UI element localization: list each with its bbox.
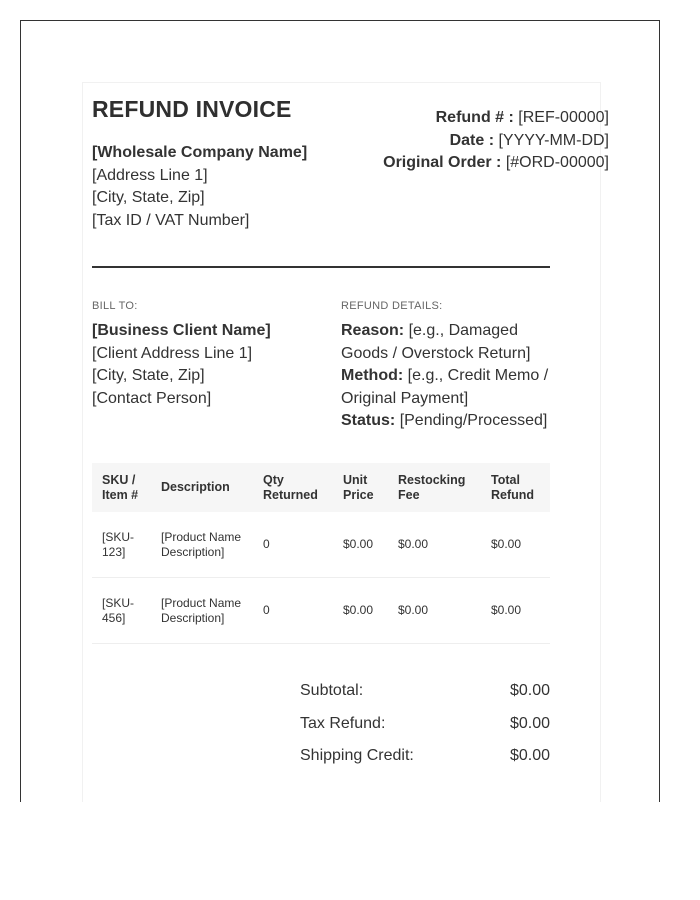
refund-reason xyxy=(341,320,556,365)
table-row xyxy=(92,512,550,578)
cell-qty: 0 xyxy=(253,512,333,578)
invoice-title: REFUND INVOICE xyxy=(92,96,292,122)
bill-to-label: BILL TO: xyxy=(92,300,138,312)
original-order xyxy=(383,152,609,175)
cell-unit-price: $0.00 xyxy=(333,578,388,644)
header-qty-returned: Qty Returned xyxy=(253,463,333,512)
refund-number xyxy=(383,107,609,130)
shipping-credit-row xyxy=(300,745,550,778)
shipping-credit-value: $0.00 xyxy=(509,747,550,764)
subtotal-row xyxy=(300,680,550,713)
original-order-label: Original Order : xyxy=(383,154,502,171)
invoice-date xyxy=(383,130,609,153)
cell-sku: [SKU-456] xyxy=(92,578,151,644)
tax-refund-label: Tax Refund: xyxy=(300,714,386,732)
bill-to-block xyxy=(92,320,271,410)
cell-total-refund: $0.00 xyxy=(481,512,550,578)
cell-restocking-fee: $0.00 xyxy=(388,512,481,578)
refund-method xyxy=(341,365,556,410)
company-name: [Wholesale Company Name] xyxy=(92,144,308,161)
cell-restocking-fee: $0.00 xyxy=(388,578,481,644)
cell-qty: 0 xyxy=(253,578,333,644)
cell-sku: [SKU-123] xyxy=(92,512,151,578)
refund-number-label: Refund # : xyxy=(435,109,514,126)
method-label: Method: xyxy=(341,367,404,384)
cell-unit-price: $0.00 xyxy=(333,512,388,578)
table-row xyxy=(92,578,550,644)
totals-block xyxy=(300,680,550,778)
method-value: [e.g., Credit Memo / Original Payment] xyxy=(341,367,549,407)
client-contact: [Contact Person] xyxy=(92,389,212,407)
subtotal-value: $0.00 xyxy=(509,682,550,699)
client-name: [Business Client Name] xyxy=(92,322,271,339)
client-city: [City, State, Zip] xyxy=(92,367,205,384)
date-value: [YYYY-MM-DD] xyxy=(498,131,609,149)
tax-refund-row xyxy=(300,713,550,746)
cell-description: [Product Name Description] xyxy=(151,512,253,578)
header-unit-price: Unit Price xyxy=(333,463,388,512)
header-total-refund: Total Refund xyxy=(481,463,550,512)
company-address: [Address Line 1] xyxy=(92,166,208,184)
refund-status xyxy=(341,410,556,433)
shipping-credit-label: Shipping Credit: xyxy=(300,747,414,764)
refund-number-value: [REF-00000] xyxy=(518,109,609,126)
status-label: Status: xyxy=(341,412,396,429)
refund-details-block xyxy=(341,320,556,433)
reason-label: Reason: xyxy=(341,322,405,339)
header-restocking-fee: Restocking Fee xyxy=(388,463,481,512)
cell-total-refund: $0.00 xyxy=(481,578,550,644)
header-divider xyxy=(92,266,550,268)
header-description: Description xyxy=(151,463,253,512)
cell-description: [Product Name Description] xyxy=(151,578,253,644)
company-tax-id: [Tax ID / VAT Number] xyxy=(92,211,250,229)
refund-details-label: REFUND DETAILS: xyxy=(341,300,443,312)
table-header-row xyxy=(92,463,550,512)
company-city: [City, State, Zip] xyxy=(92,189,205,206)
reason-value: [e.g., Damaged Goods / Overstock Return] xyxy=(341,322,531,362)
client-address: [Client Address Line 1] xyxy=(92,344,253,362)
original-order-value: [#ORD-00000] xyxy=(505,154,609,171)
header-sku: SKU / Item # xyxy=(92,463,151,512)
company-info xyxy=(92,142,307,232)
status-value: [Pending/Processed] xyxy=(399,412,548,429)
invoice-meta xyxy=(383,107,609,175)
date-label: Date : xyxy=(449,131,495,149)
tax-refund-value: $0.00 xyxy=(509,714,550,732)
line-items-table xyxy=(92,463,550,644)
subtotal-label: Subtotal: xyxy=(300,682,364,699)
